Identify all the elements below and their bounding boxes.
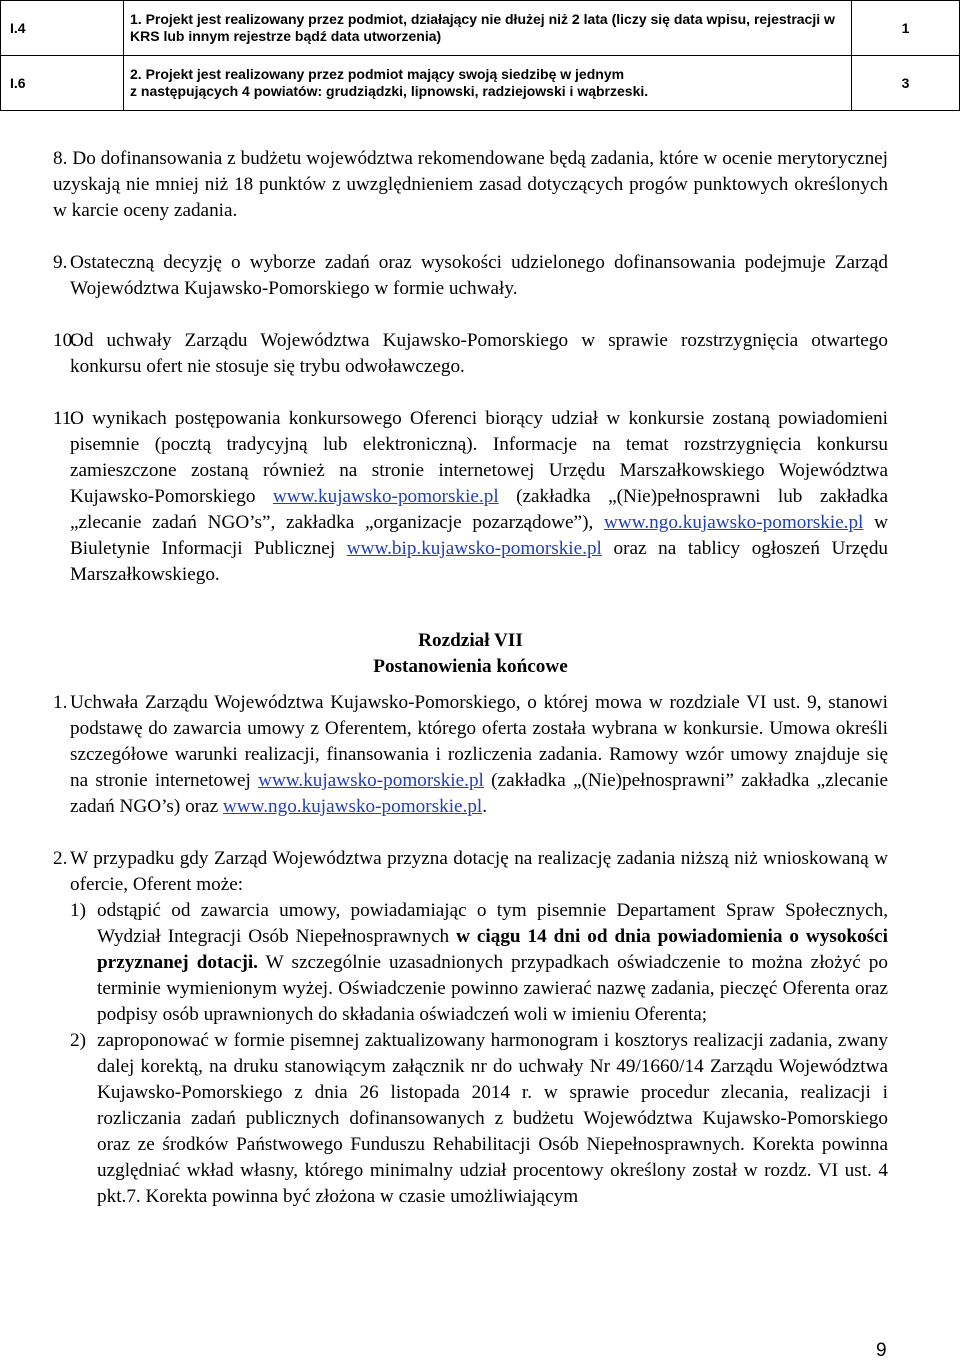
chapter-subtitle: Postanowienia końcowe — [373, 656, 568, 677]
link-ngo[interactable]: www.ngo.kujawsko-pomorskie.pl — [222, 796, 483, 817]
document-body — [53, 146, 888, 1210]
list-item-text — [97, 898, 888, 1028]
paragraph-8 — [53, 146, 888, 224]
paragraph-10 — [53, 328, 888, 380]
list-item-text — [97, 1028, 888, 1210]
text-run: . — [482, 796, 488, 817]
paragraph-9 — [53, 250, 888, 302]
list-item-number: 2) — [70, 1030, 86, 1051]
criterion-code: I.6 — [1, 56, 124, 111]
text-run: Uchwała Zarządu Województwa Kujawsko-Pomorskiego, o której mowa w rozdziale VI ust. 9, stanowi podstawę do zawarcia umowy z Oferentem, którego oferta została wybrana w konkursie. Umowa określi szczegółowe warunki realizacji, finansowania i rozliczenia zadania. Ramowy wzór umowy znajduje się na stronie internetowej — [70, 692, 888, 791]
text-run: zaproponować w formie pisemnej zaktualizowany harmonogram i kosztorys realizacji zadania, zwany dalej korektą, na druku stanowiącym załącznik nr do uchwały Nr 49/1660/14 Zarządu Województwa Kujawsko-Pomorskiego z dnia 26 listopada 2014 r. w sprawie procedur zlecania, realizacji i rozliczania zadań publicznych dofinansowanych z budżetu Województwa Kujawsko-Pomorskiego oraz ze środków Państwowego Funduszu Rehabilitacji Osób Niepełnosprawnych. Korekta powinna uzględniać wkład własny, którego minimalny udział procentowy określony został w rozdz. VI ust. 4 pkt.7. Korekta powinna być złożona w czasie umożliwiającym — [97, 1030, 888, 1207]
criterion-line: 2. Projekt jest realizowany przez podmiot mający swoją siedzibę w jednym — [130, 66, 625, 82]
paragraph-text: W przypadku gdy Zarząd Województwa przyzna dotację na realizację zadania niższą niż wnioskowaną w ofercie, Oferent może: — [70, 848, 888, 895]
text-run: O wynikach postępowania konkursowego Oferenci biorący udział w konkursie zostaną powiadomieni pisemnie (pocztą tradycyjną lub elektroniczną). Informacje na temat rozstrzygnięcia konkursu zamieszczone zostaną również na stronie internetowej Urzędu Marszałkowskiego Województwa Kujawsko-Pomorskiego — [70, 408, 888, 507]
criteria-table — [0, 0, 960, 111]
paragraph-number: 11. — [53, 408, 77, 429]
paragraph-text — [70, 406, 888, 588]
chapter-title: Rozdział VII — [418, 630, 523, 651]
bold-text: w ciągu 14 dni od dnia powiadomienia o wysokości przyznanej dotacji. — [97, 926, 888, 973]
criterion-text — [124, 56, 852, 111]
list-item — [53, 1028, 888, 1210]
table-row — [1, 1, 960, 56]
page-number: 9 — [876, 1340, 887, 1361]
link-ngo[interactable]: www.ngo.kujawsko-pomorskie.pl — [604, 512, 864, 533]
list-item — [53, 898, 888, 1028]
criterion-points: 3 — [852, 56, 960, 111]
link-kujawsko-pomorskie[interactable]: www.kujawsko-pomorskie.pl — [272, 486, 499, 507]
criterion-line: z następujących 4 powiatów: grudziądzki, lipnowski, radziejowski i wąbrzeski. — [130, 83, 649, 99]
link-bip[interactable]: www.bip.kujawsko-pomorskie.pl — [346, 538, 602, 559]
text-run: W szczególnie uzasadnionych przypadkach oświadczenie to można złożyć po terminie wymienionym wyżej. Oświadczenie powinno zawierać nazwę zadania, pieczęć Oferenta oraz podpisy osób uprawnionych do składania oświadczeń woli w imieniu Oferenta; — [97, 952, 888, 1025]
paragraph-text: Ostateczną decyzję o wyborze zadań oraz wysokości udzielonego dofinansowania podejmuje Zarząd Województwa Kujawsko-Pomorskiego w formie uchwały. — [70, 252, 888, 299]
criterion-text: 1. Projekt jest realizowany przez podmiot, działający nie dłużej niż 2 lata (liczy się data wpisu, rejestracji w KRS lub innym rejestrze bądź data utworzenia) — [124, 1, 852, 56]
link-kujawsko-pomorskie[interactable]: www.kujawsko-pomorskie.pl — [258, 770, 484, 791]
criterion-code: I.4 — [1, 1, 124, 56]
table-row — [1, 56, 960, 111]
paragraph-text: Od uchwały Zarządu Województwa Kujawsko-Pomorskiego w sprawie rozstrzygnięcia otwartego konkursu ofert nie stosuje się trybu odwoławczego. — [70, 330, 888, 377]
list-item-number: 1) — [70, 900, 86, 921]
text-run: (zakładka „(Nie)pełnosprawni lub zakładka „zlecanie zadań NGO’s”, zakładka „organizacje pozarządowe”), — [70, 486, 888, 533]
paragraph-number: 8. — [53, 148, 68, 169]
criterion-points: 1 — [852, 1, 960, 56]
text-run: odstąpić od zawarcia umowy, powiadamiając o tym pisemnie Departament Spraw Społecznych, Wydział Integracji Osób Niepełnosprawnych — [97, 900, 888, 947]
paragraph-11 — [53, 406, 888, 588]
text-run: oraz na tablicy ogłoszeń Urzędu Marszałkowskiego. — [70, 538, 889, 585]
paragraph-number: 9. — [53, 252, 68, 273]
paragraph-number: 1. — [53, 692, 68, 713]
paragraph-text: Do dofinansowania z budżetu województwa rekomendowane będą zadania, które w ocenie merytorycznej uzyskają nie mniej niż 18 punktów z uwzględnieniem zasad dotyczących progów punktowych określonych w karcie oceny zadania. — [53, 148, 889, 221]
final-paragraph-2 — [53, 846, 888, 898]
paragraph-number: 2. — [53, 848, 68, 869]
text-run: (zakładka „(Nie)pełnosprawni” zakładka „zlecanie zadań NGO’s) oraz — [70, 770, 888, 817]
final-paragraph-1 — [53, 690, 888, 820]
text-run: w Biuletynie Informacji Publicznej — [70, 512, 889, 559]
paragraph-number: 10. — [53, 330, 77, 351]
paragraph-text — [70, 690, 888, 820]
